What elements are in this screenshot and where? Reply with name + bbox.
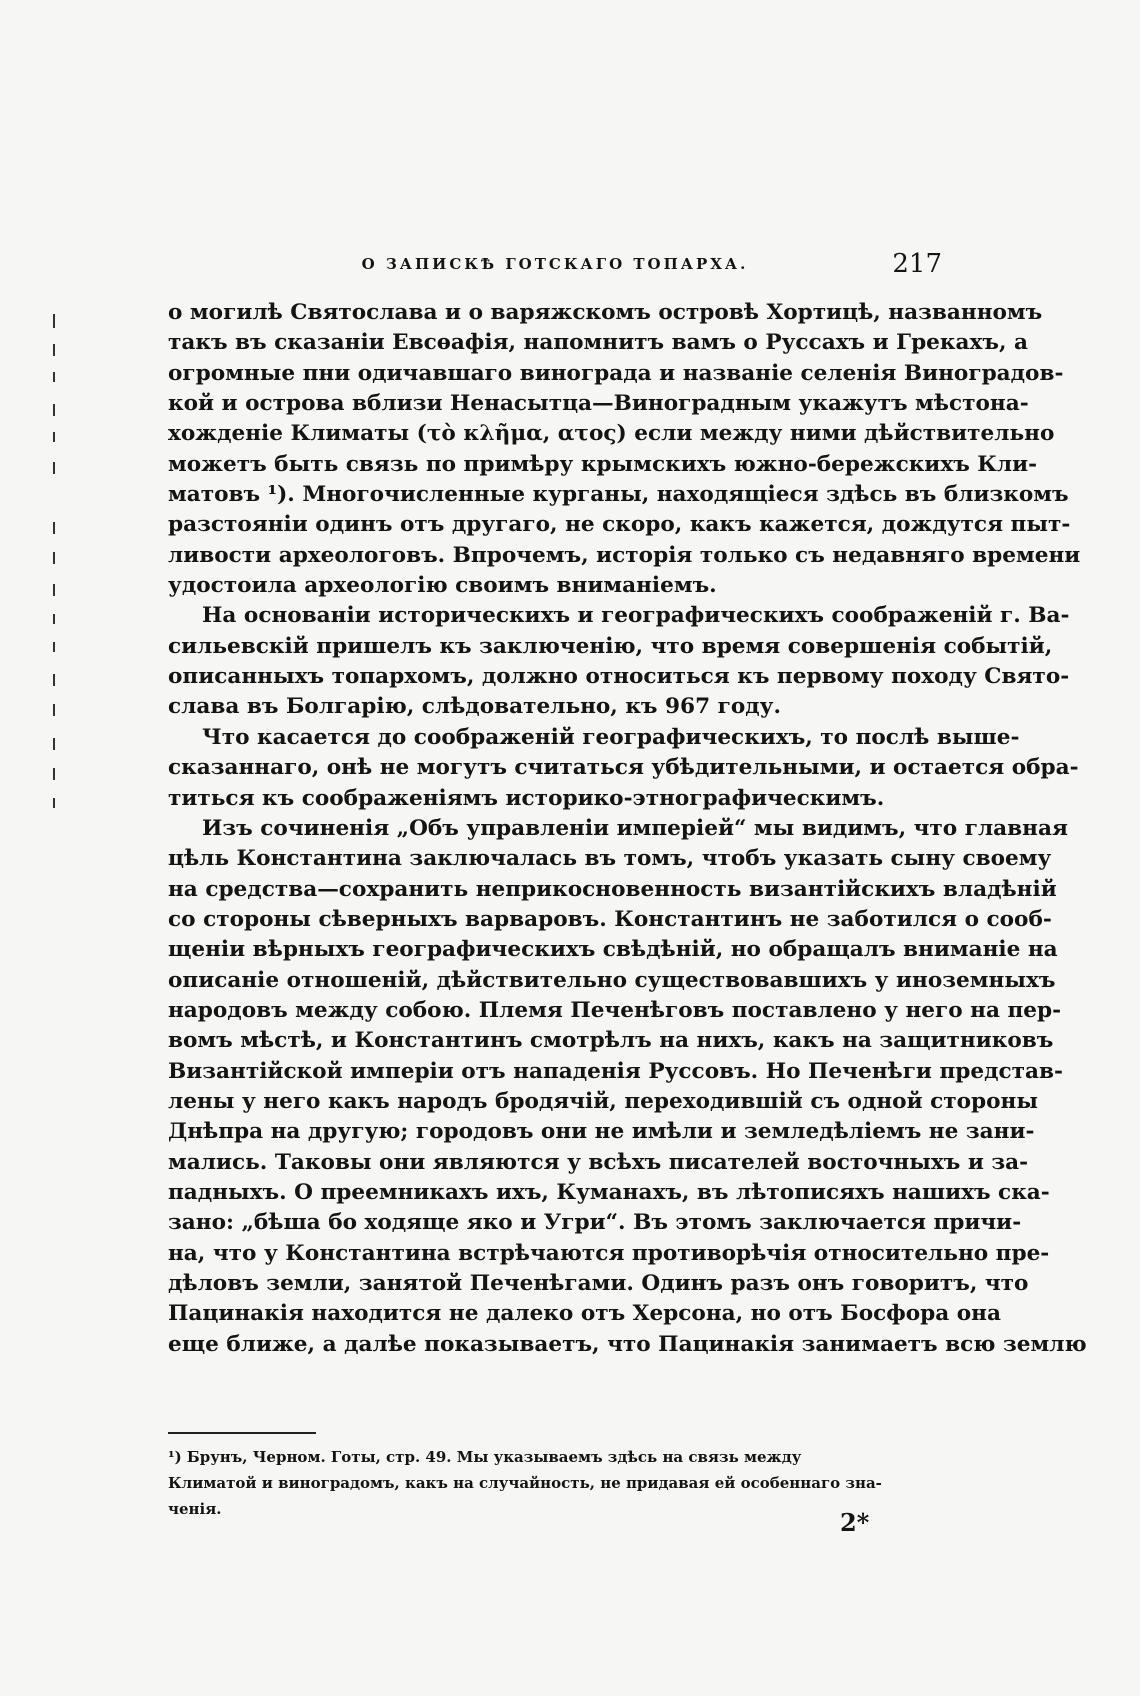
footnote-line: Климатой и виноградомъ, какъ на случайность, не придавая ей особеннаго зна- bbox=[168, 1474, 882, 1492]
signature-mark: 2* bbox=[840, 1508, 870, 1537]
text-line: слава въ Болгарію, слѣдовательно, къ 967 году. bbox=[168, 694, 781, 720]
text-line: на средства—сохранить неприкосновенность византійскихъ владѣній bbox=[168, 876, 1057, 902]
footnote-line: ченія. bbox=[168, 1500, 222, 1518]
text-line: ливости археологовъ. Впрочемъ, исторія только съ недавняго времени bbox=[168, 542, 1081, 568]
paragraph-first-line: Что касается до соображеній географическихъ, то послѣ выше- bbox=[202, 724, 1020, 750]
text-line: разстояніи одинъ отъ другаго, не скоро, какъ кажется, дождутся пыт- bbox=[168, 512, 1071, 538]
text-line: Днѣпра на другую; городовъ они не имѣли и земледѣліемъ не зани- bbox=[168, 1119, 1035, 1145]
text-line: на, что у Константина встрѣчаются противорѣчія относительно пре- bbox=[168, 1240, 1050, 1266]
text-line: со стороны сѣверныхъ варваровъ. Константинъ не заботился о сооб- bbox=[168, 906, 1052, 932]
running-head bbox=[168, 249, 942, 279]
text-line: зано: „бѣша бо ходяще яко и Угри“. Въ этомъ заключается причи- bbox=[168, 1210, 1022, 1236]
page-number: 217 bbox=[892, 249, 942, 279]
running-title: О ЗАПИСКѢ ГОТСКАГО ТОПАРХА. bbox=[361, 255, 749, 273]
text-line: цѣль Константина заключалась въ томъ, чтобъ указать сыну своему bbox=[168, 846, 1052, 872]
footnotes bbox=[168, 1444, 942, 1522]
text-line: кой и острова вблизи Ненасытца—Виноградным укажутъ мѣстона- bbox=[168, 391, 1029, 417]
text-line: сказаннаго, онѣ не могутъ считаться убѣдительными, и остается обра- bbox=[168, 755, 1079, 781]
paragraph-first-line: Изъ сочиненія „Объ управленіи имперіей“ мы видимъ, что главная bbox=[202, 815, 1068, 841]
text-line: описаніе отношеній, дѣйствительно существовавшихъ у иноземныхъ bbox=[168, 967, 1056, 993]
text-line: сильевскій пришелъ къ заключенію, что время совершенія событій, bbox=[168, 633, 1053, 659]
text-line: титься къ соображеніямъ историко-этнографическимъ. bbox=[168, 785, 885, 811]
text-line: падныхъ. О преемникахъ ихъ, Куманахъ, въ лѣтописяхъ нашихъ ска- bbox=[168, 1179, 1050, 1205]
text-line: матовъ ¹). Многочисленные курганы, находящіеся здѣсь въ близкомъ bbox=[168, 482, 1069, 508]
text-line: дѣловъ земли, занятой Печенѣгами. Одинъ разъ онъ говоритъ, что bbox=[168, 1271, 1029, 1296]
paragraph-first-line: На основаніи историческихъ и географическихъ соображеній г. Ва- bbox=[202, 603, 1070, 629]
text-line: о могилѣ Святослава и о варяжскомъ островѣ Хортицѣ, названномъ bbox=[168, 300, 1043, 325]
text-line: лены у него какъ народъ бродячій, переходившій съ одной стороны bbox=[168, 1088, 1038, 1114]
body-text bbox=[168, 298, 1087, 1360]
footnote-line: ¹) Брунъ, Черном. Готы, стр. 49. Мы указываемъ здѣсь на связь между bbox=[168, 1448, 802, 1466]
text-line: мались. Таковы они являются у всѣхъ писателей восточныхъ и за- bbox=[168, 1149, 1029, 1175]
text-line: такъ въ сказанiи Евсѳафія, напомнитъ вамъ о Руссахъ и Грекахъ, а bbox=[168, 330, 1028, 356]
text-line: хожденіе Климаты (τὸ κλῆμα, ατος) если между ними дѣйствительно bbox=[168, 421, 1055, 447]
footnote-divider bbox=[168, 1432, 316, 1434]
text-line: огромные пни одичавшаго винограда и названіе селенія Виноградов- bbox=[168, 360, 1064, 386]
text-line: еще ближе, а далѣе показываетъ, что Пацинакія занимаетъ всю землю bbox=[168, 1331, 1087, 1357]
text-line: Пацинакія находится не далеко отъ Херсона, но отъ Босфора она bbox=[168, 1301, 1001, 1327]
text-line: можетъ быть связь по примѣру крымскихъ южно-бережскихъ Кли- bbox=[168, 451, 1038, 477]
text-line: Византійской имперіи отъ нападенія Руссовъ. Но Печенѣги представ- bbox=[168, 1058, 1063, 1084]
text-line: описанныхъ топархомъ, должно относиться къ первому походу Свято- bbox=[168, 664, 1070, 690]
text-line: щеніи вѣрныхъ географическихъ свѣдѣній, но обращалъ вниманіе на bbox=[168, 937, 1058, 963]
text-line: народовъ между собою. Племя Печенѣговъ поставлено у него на пер- bbox=[168, 997, 1062, 1023]
text-line: удостоила археологію своимъ вниманіемъ. bbox=[168, 573, 717, 599]
text-line: вомъ мѣстѣ, и Константинъ смотрѣлъ на нихъ, какъ на защитниковъ bbox=[168, 1028, 1054, 1054]
